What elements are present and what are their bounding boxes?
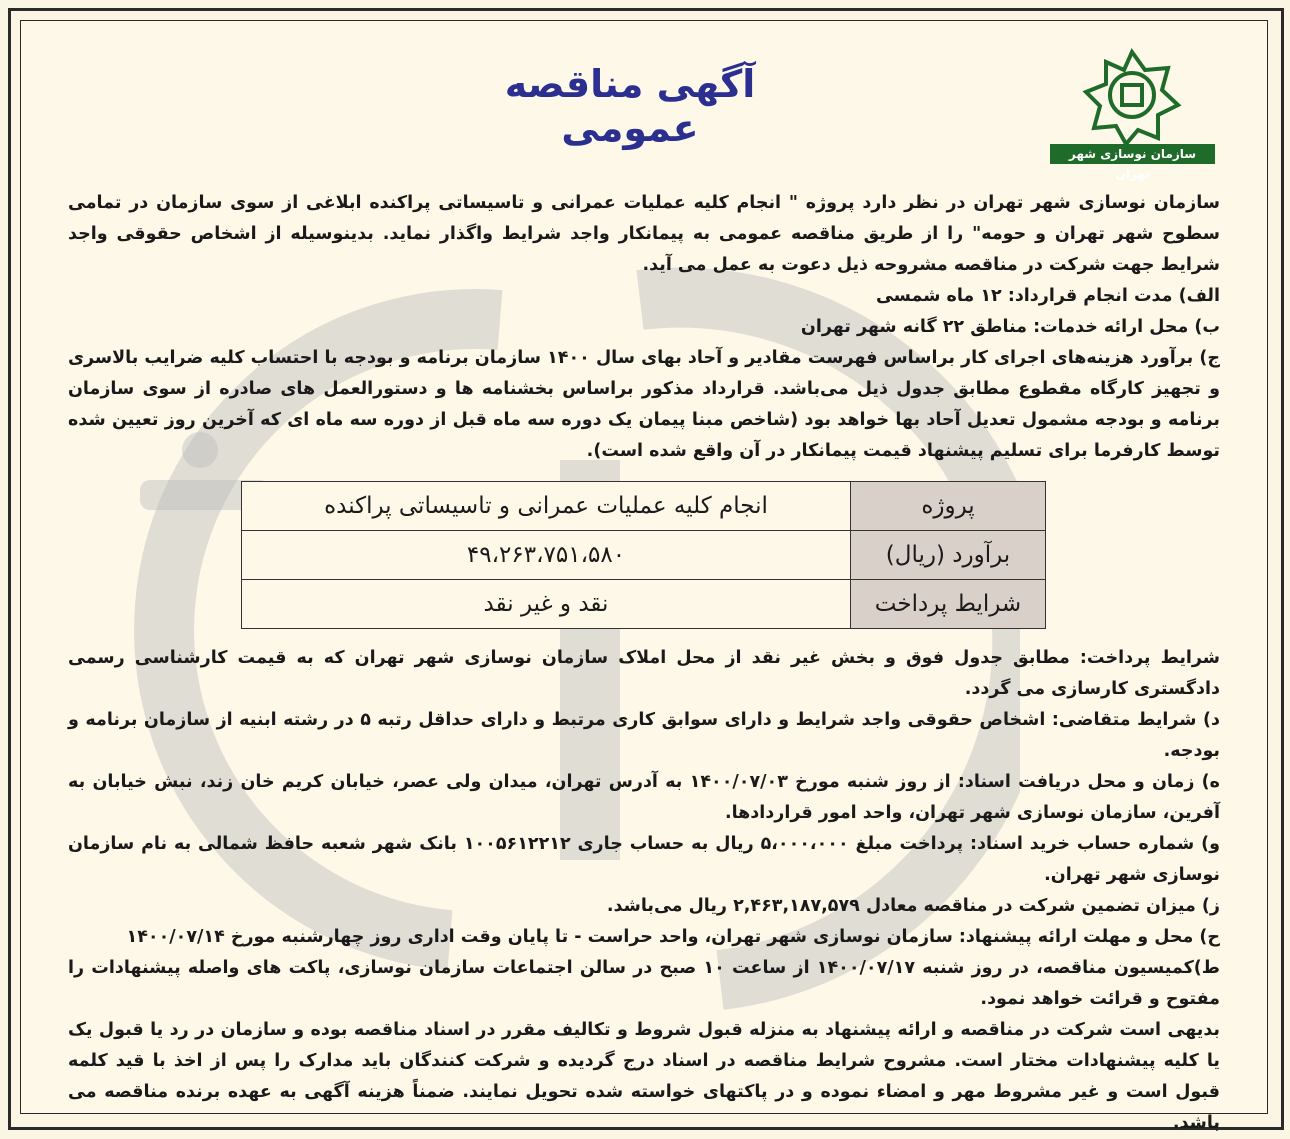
- item-guarantee: ز) میزان تضمین شرکت در مناقصه معادل ۲,۴۶۳,۱۸۷,۵۷۹ ریال می‌باشد.: [606, 896, 1220, 916]
- tender-summary-table: [241, 481, 1046, 629]
- item-document-pickup: ه) زمان و محل دریافت اسناد: از روز شنبه مورخ ۱۴۰۰/۰۷/۰۳ به آدرس تهران، میدان ولی عصر، خیابان کریم خان زند، نبش خیابان به آفرین، سازمان نوسازی شهر تهران، واحد امور قراردادها.: [68, 772, 1221, 823]
- item-service-location: ب) محل ارائه خدمات: مناطق ۲۲ گانه شهر تهران: [800, 317, 1220, 337]
- table-row: [242, 531, 1046, 580]
- table-value-project: انجام کلیه عملیات عمرانی و تاسیساتی پراکنده: [242, 482, 851, 531]
- closing-paragraph: بدیهی است شرکت در مناقصه و ارائه پیشنهاد به منزله قبول شروط و تکالیف مقرر در اسناد مناقصه بوده و سازمان در رد یا قبول یک یا کلیه پیشنهادات مختار است. مشروح شرایط مناقصه در اسناد درج گردیده و شرکت کنندگان باید مدارک را پس از اخذ با قید کلمه قبول است و غیر مشروط مهر و امضاء نموده و در پاکتهای خواسته شده تحویل نمایند. ضمناً هزینه آگهی به عهده برنده مناقصه می باشد.: [68, 1020, 1220, 1133]
- notice-body: [68, 188, 1220, 1139]
- item-account-number: و) شماره حساب خرید اسناد: پرداخت مبلغ ۵،۰۰۰،۰۰۰ ریال به حساب جاری ۱۰۰۵۶۱۲۲۱۲ بانک شهر شعبه حافظ شمالی به نام سازمان نوسازی شهر تهران.: [68, 834, 1221, 885]
- table-label-estimate: برآورد (ریال): [851, 531, 1046, 580]
- item-payment-terms: شرایط پرداخت: مطابق جدول فوق و بخش غیر نقد از محل املاک سازمان نوسازی شهر تهران که به قیمت کارشناسی رسمی دادگستری کارسازی می گردد.: [68, 648, 1220, 699]
- item-commission: ط)کمیسیون مناقصه، در روز شنبه ۱۴۰۰/۰۷/۱۷ از ساعت ۱۰ صبح در سالن اجتماعات سازمان نوسازی، پاکت های واصله پیشنهادات را مفتوح و قرائت خواهد نمود.: [68, 958, 1220, 1009]
- table-value-estimate: ۴۹،۲۶۳،۷۵۱،۵۸۰: [242, 531, 851, 580]
- item-cost-estimate: ج) برآورد هزینه‌های اجرای کار براساس فهرست مقادیر و آحاد بهای سال ۱۴۰۰ سازمان برنامه و بودجه با احتساب کلیه ضرایب بالاسری و تجهیز کارگاه مقطوع مطابق جدول ذیل می‌باشد. قرارداد مذکور براساس بخشنامه ها و دستورالعمل های صادره از سوی سازمان برنامه و بودجه مشمول تعدیل آحاد بها خواهد بود (شاخص مبنا پیمان یک دوره سه ماه قبل از دوره سه ماه ای که آخرین روز تعیین شده توسط کارفرما برای تسلیم پیشنهاد قیمت پیمانکار در آن واقع شده است).: [68, 348, 1220, 461]
- table-label-project: پروژه: [851, 482, 1046, 531]
- table-row: [242, 482, 1046, 531]
- item-submission: ح) محل و مهلت ارائه پیشنهاد: سازمان نوسازی شهر تهران، واحد حراست - تا پایان وقت اداری روز چهارشنبه مورخ ۱۴۰۰/۰۷/۱۴: [126, 927, 1220, 947]
- intro-paragraph: سازمان نوسازی شهر تهران در نظر دارد پروژه " انجام کلیه عملیات عمرانی و تاسیساتی پراکنده ابلاغی از سوی سازمان در تمامی سطوح شهر تهران و حومه" را از طریق مناقصه عمومی به پیمانکار واجد شرایط واگذار نماید. بدینوسیله از اشخاص حقوقی واجد شرایط جهت شرکت در مناقصه مشروحه ذیل دعوت به عمل می آید.: [68, 193, 1220, 275]
- table-label-payment: شرایط پرداخت: [851, 580, 1046, 629]
- organization-name-label: سازمان نوسازی شهر تهران: [1050, 144, 1215, 164]
- table-value-payment: نقد و غیر نقد: [242, 580, 851, 629]
- table-row: [242, 580, 1046, 629]
- item-applicant-conditions: د) شرایط متقاضی: اشخاص حقوقی واجد شرایط و دارای سوابق کاری مرتبط و دارای حداقل رتبه ۵ در رشته ابنیه از سازمان برنامه و بودجه.: [68, 710, 1220, 761]
- item-duration: الف) مدت انجام قرارداد: ۱۲ ماه شمسی: [875, 286, 1220, 306]
- page-title: آگهی مناقصه عمومی: [504, 62, 756, 150]
